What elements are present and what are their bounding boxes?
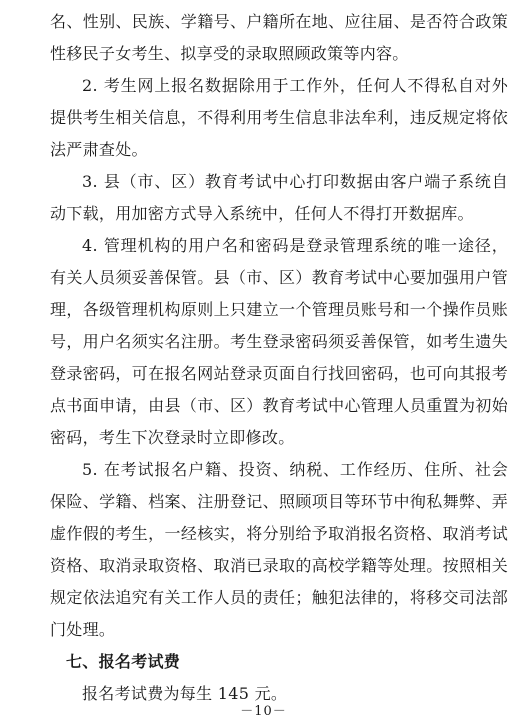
paragraph-item-4: 4. 管理机构的用户名和密码是登录管理系统的唯一途径，有关人员须妥善保管。县（市、区）教育考试中心要加强用户管理，各级管理机构原则上只建立一个管理员账号和一个操作员账号，用户名须实名注册。考生登录密码须妥善保管，如考生遗失登录密码，可在报名网站登录页面自行找回密码，也可向其报考点书面申请，由县（市、区）教育考试中心管理人员重置为初始密码，考生下次登录时立即修改。 xyxy=(50,236,508,447)
section-heading: 七、报名考试费 xyxy=(66,652,181,671)
paragraph-continuation: 名、性别、民族、学籍号、户籍所在地、应往届、是否符合政策性移民子女考生、拟享受的录取照顾政策等内容。 xyxy=(50,12,508,63)
fee-paragraph: 报名考试费为每生 145 元。 xyxy=(82,684,288,703)
paragraph-item-5: 5. 在考试报名户籍、投资、纳税、工作经历、住所、社会保险、学籍、档案、注册登记、照顾项目等环节中徇私舞弊、弄虚作假的考生，一经核实，将分别给予取消报名资格、取消考试资格、取消录取资格、取消已录取的高校学籍等处理。按照相关规定依法追究有关工作人员的责任；触犯法律的，将移交司法部门处理。 xyxy=(50,460,508,639)
paragraph-item-2: 2. 考生网上报名数据除用于工作外，任何人不得私自对外提供考生相关信息，不得利用考生信息非法牟利，违反规定将依法严肃查处。 xyxy=(50,76,508,159)
paragraph-item-3: 3. 县（市、区）教育考试中心打印数据由客户端子系统自动下载，用加密方式导入系统中，任何人不得打开数据库。 xyxy=(50,172,508,223)
document-body xyxy=(50,6,508,710)
page-number: －10－ xyxy=(240,704,287,719)
